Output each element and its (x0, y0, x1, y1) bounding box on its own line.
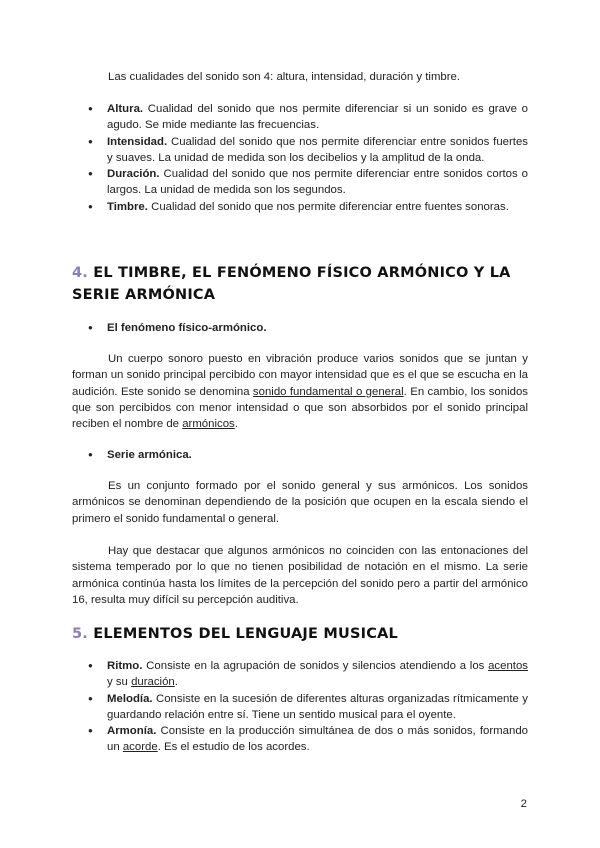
term: Timbre. (107, 200, 148, 213)
page-number: 2 (520, 798, 527, 810)
sound-qualities-list (0, 101, 600, 215)
intro-text: Las cualidades del sonido son 4: altura, intensidad, duración y timbre. (108, 71, 461, 83)
list-item: ● Duración. Cualidad del sonido que nos permite diferenciar entre sonidos cortos o largos. La unidad de medida son los segundos. (0, 166, 600, 199)
paragraph-serie: Es un conjunto formado por el sonido general y sus armónicos. Los sonidos armónicos se denominan dependiendo de la posición que ocupen en la escala siendo el primero el sonido fundamental o general. (72, 480, 528, 525)
section-5-heading: 5. ELEMENTOS DEL LENGUAJE MUSICAL (72, 626, 398, 642)
term: Duración. (107, 168, 160, 181)
music-elements-list (0, 658, 600, 756)
list-item: ● Timbre. Cualidad del sonido que nos permite diferenciar entre fuentes sonoras. (0, 199, 600, 215)
term: Intensidad. (107, 135, 168, 148)
paragraph-armonicos: Hay que destacar que algunos armónicos no coinciden con las entonaciones del sistema temperado por lo que no tienen posibilidad de notación en el mismo. La serie armónica continúa hasta los límites de la percepción del sonido pero a partir del armónico 16, resulta muy difícil su percepción auditiva. (72, 545, 528, 606)
term: Altura. (107, 103, 144, 115)
list-item: ● Intensidad. Cualidad del sonido que nos permite diferenciar entre sonidos fuertes y suaves. La unidad de medida son los decibelios y la amplitud de la onda. (0, 134, 600, 167)
list-item: ● Armonía. Consiste en la producción simultánea de dos o más sonidos, formando un acorde. Es el estudio de los acordes. (0, 723, 600, 756)
list-item: ● Altura. Cualidad del sonido que nos permite diferenciar si un sonido es grave o agudo. Se mide mediante las frecuencias. (0, 101, 600, 134)
paragraph-fenomeno: Un cuerpo sonoro puesto en vibración produce varios sonidos que se juntan y forman un sonido principal percibido con mayor intensidad que es el que se escucha en la audición. Este sonido se denomina sonido fundamental o general. En cambio, los sonidos que son percibidos con menor intensidad o que son absorbidos por el sonido principal reciben el nombre de armónicos. (72, 353, 528, 431)
document-page: Las cualidades del sonido son 4: altura, intensidad, duración y timbre. ● Altura. Cualidad del sonido que nos permite diferenciar si un sonido es grave o agudo. Se mide mediante las frecuencias. ● Intensidad. Cualidad del sonido que nos permite diferenciar entre sonidos fuertes y suaves. La unidad de medida son los decibelios y la amplitud de la onda. ● Duración. Cualidad del sonido que nos permite diferenciar entre sonidos cortos o largos. La unidad de medida son los segundos. ● Timbre. Cualidad del sonido que nos permite diferenciar entre fuentes sonoras. 4. EL TIMBRE, EL FENÓMENO FÍSICO ARMÓNICO Y LA SERIE ARMÓNICA ● El fenómeno físico-armónico. Un cuerpo sonoro puesto en vibración produce varios sonidos que se juntan y forman un sonido principal percibido con mayor intensidad que es el que se escucha en la audición. Este sonido se denomina sonido fundamental o general. En cambio, los sonidos que son percibidos con menor intensidad o que son absorbidos por el sonido principal reciben el nombre de armónicos. ● Serie armónica. Es un conjunto formado por el sonido general y sus armónicos. Los sonidos armónicos se denominan dependiendo de la posición que ocupen en la escala siendo el primero el sonido fundamental o general. Hay que destacar que algunos armónicos no coinciden con las entonaciones del sistema temperado por lo que no tienen posibilidad de notación en el mismo. La serie armónica continúa hasta los límites de la percepción del sonido pero a partir del armónico 16, resulta muy difícil su percepción auditiva. 5. ELEMENTOS DEL LENGUAJE MUSICAL ● Ritmo. Consiste en la agrupación de sonidos y silencios atendiendo a los acentos y su duración. ● Melodía. Consiste en la sucesión de diferentes alturas organizadas rítmicamente y guardando relación entre sí. Tiene un sentido musical para el oyente. ● Armonía. Consiste en la producción simultánea de dos o más sonidos, formando un acorde. Es el estudio de los acordes. 2 (0, 0, 600, 848)
list-item: ● Ritmo. Consiste en la agrupación de sonidos y silencios atendiendo a los acentos y su duración. (0, 658, 600, 691)
section-4-heading: 4. EL TIMBRE, EL FENÓMENO FÍSICO ARMÓNICO Y LA SERIE ARMÓNICA (72, 265, 511, 303)
list-item: ● Melodía. Consiste en la sucesión de diferentes alturas organizadas rítmicamente y guardando relación entre sí. Tiene un sentido musical para el oyente. (0, 691, 600, 724)
